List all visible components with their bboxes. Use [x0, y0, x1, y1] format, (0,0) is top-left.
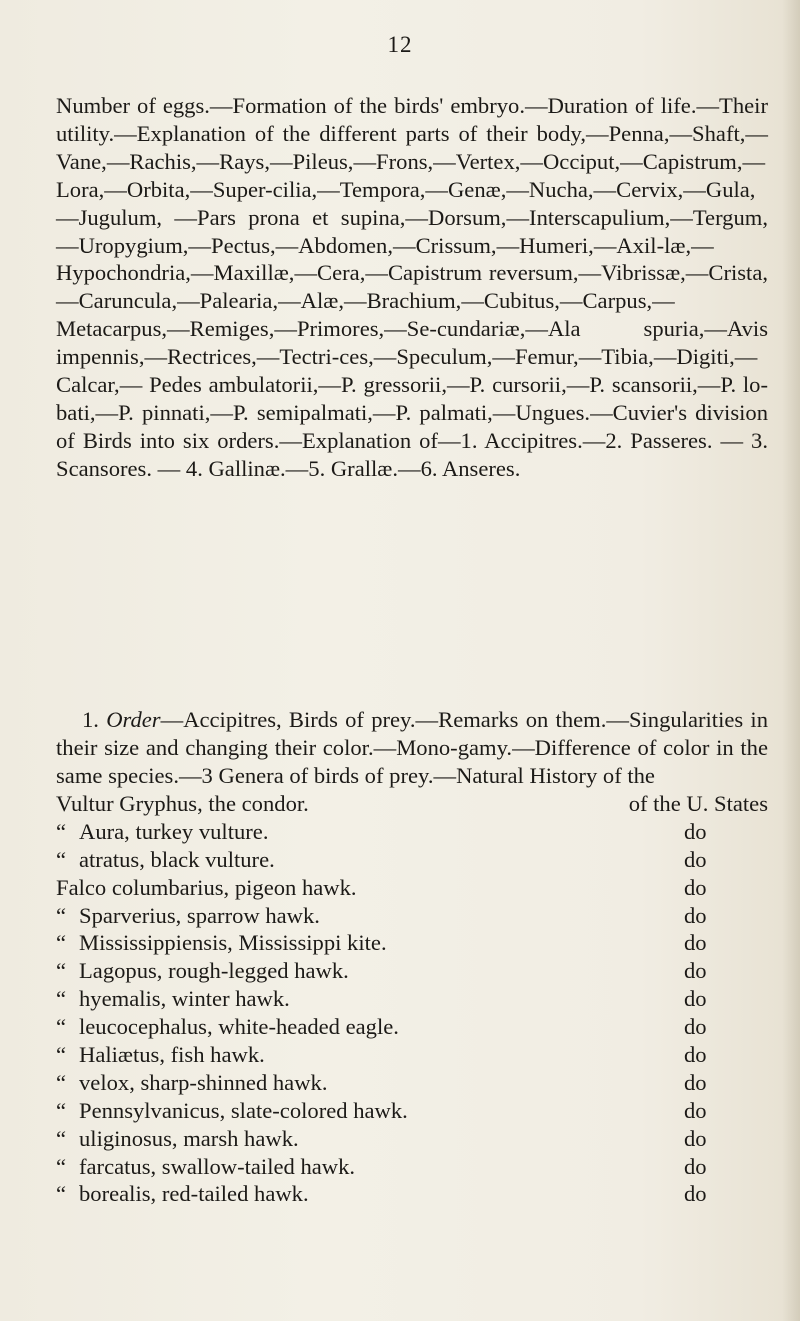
species-row [56, 957, 768, 985]
ditto-mark: “ [56, 818, 67, 844]
species-row [56, 1041, 768, 1069]
ditto-mark: “ [56, 1125, 67, 1151]
page-edge-shadow [782, 0, 800, 1321]
ditto-mark: “ [56, 1069, 67, 1095]
species-region: do [684, 1153, 707, 1179]
species-list [56, 790, 768, 1208]
species-region: of the U. States [628, 791, 768, 816]
species-name: “ Sparverius, sparrow hawk. [56, 902, 320, 928]
species-name: “ hyemalis, winter hawk. [56, 986, 290, 1012]
species-row [56, 790, 768, 818]
species-name: Falco columbarius, pigeon hawk. [56, 874, 357, 900]
species-region: do [684, 986, 707, 1012]
ditto-mark: “ [56, 846, 67, 872]
species-row [56, 1069, 768, 1097]
species-region: do [684, 902, 707, 928]
species-region: do [684, 958, 707, 984]
species-name: “ borealis, red-tailed hawk. [56, 1181, 309, 1207]
species-row [56, 818, 768, 846]
species-name: “ farcatus, swallow-tailed hawk. [56, 1153, 356, 1179]
species-row [56, 902, 768, 930]
species-name: “ velox, sharp-shinned hawk. [56, 1069, 328, 1095]
species-name: Vultur Gryphus, the condor. [56, 791, 309, 816]
species-name: “ Aura, turkey vulture. [56, 818, 269, 844]
species-region: do [684, 1181, 707, 1207]
species-row [56, 985, 768, 1013]
species-region: do [684, 1097, 707, 1123]
ditto-mark: “ [56, 1014, 67, 1040]
species-region: do [684, 1069, 707, 1095]
ditto-mark: “ [56, 930, 67, 956]
species-name: “ atratus, black vulture. [56, 846, 275, 872]
species-region: do [684, 1042, 707, 1068]
species-row [56, 1153, 768, 1181]
species-row [56, 874, 768, 902]
order-text: —Accipitres, Birds of prey.—Remarks on them.—Singularities in their size and changing their color.—Mono-gamy.—Difference of color in the same species.—3 Genera of birds of prey.—Natural History of the [56, 707, 768, 788]
ditto-mark: “ [56, 902, 67, 928]
ditto-mark: “ [56, 1042, 67, 1068]
order-paragraph [56, 706, 768, 790]
species-name: “ uliginosus, marsh hawk. [56, 1125, 299, 1151]
species-row [56, 846, 768, 874]
species-name: “ Mississippiensis, Mississippi kite. [56, 930, 387, 956]
page-number: 12 [387, 32, 413, 57]
ditto-mark: “ [56, 1097, 67, 1123]
ditto-mark: “ [56, 1153, 67, 1179]
species-name: “ Pennsylvanicus, slate-colored hawk. [56, 1097, 408, 1123]
species-region: do [684, 1125, 707, 1151]
species-region: do [684, 846, 707, 872]
species-region: do [684, 818, 707, 844]
species-region: do [684, 1014, 707, 1040]
order-number: 1. [82, 707, 99, 732]
order-label: Order [106, 707, 161, 732]
ditto-mark: “ [56, 986, 67, 1012]
ditto-mark: “ [56, 1181, 67, 1207]
species-row [56, 1180, 768, 1208]
species-row [56, 1013, 768, 1041]
species-name: “ leucocephalus, white-headed eagle. [56, 1014, 399, 1040]
species-row [56, 929, 768, 957]
species-row [56, 1097, 768, 1125]
species-region: do [684, 930, 707, 956]
species-name: “ Haliætus, fish hawk. [56, 1042, 265, 1068]
species-row [56, 1125, 768, 1153]
ditto-mark: “ [56, 958, 67, 984]
species-region: do [684, 874, 707, 900]
intro-paragraph: Number of eggs.—Formation of the birds' embryo.—Duration of life.—Their utility.—Explanation of the different parts of their body,—Penna,—Shaft,—Vane,—Rachis,—Rays,—Pileus,—Frons,—Vertex,—Occiput,—Capistrum,—Lora,—Orbita,—Super-cilia,—Tempora,—Genæ,—Nucha,—Cervix,—Gula,—Jugulum, —Pars prona et supina,—Dorsum,—Interscapulium,—Tergum, —Uropygium,—Pectus,—Abdomen,—Crissum,—Humeri,—Axil-læ,—Hypochondria,—Maxillæ,—Cera,—Capistrum reversum,—Vibrissæ,—Crista,—Caruncula,—Palearia,—Alæ,—Brachium,—Cubitus,—Carpus,—Metacarpus,—Remiges,—Primores,—Se-cundariæ,—Ala spuria,—Avis impennis,—Rectrices,—Tectri-ces,—Speculum,—Femur,—Tibia,—Digiti,—Calcar,— Pedes ambulatorii,—P. gressorii,—P. cursorii,—P. scansorii,—P. lo-bati,—P. pinnati,—P. semipalmati,—P. palmati,—Ungues.—Cuvier's division of Birds into six orders.—Explanation of—1. Accipitres.—2. Passeres. — 3. Scansores. — 4. Gallinæ.—5. Grallæ.—6. Anseres. [56, 93, 768, 481]
species-name: “ Lagopus, rough-legged hawk. [56, 958, 349, 984]
